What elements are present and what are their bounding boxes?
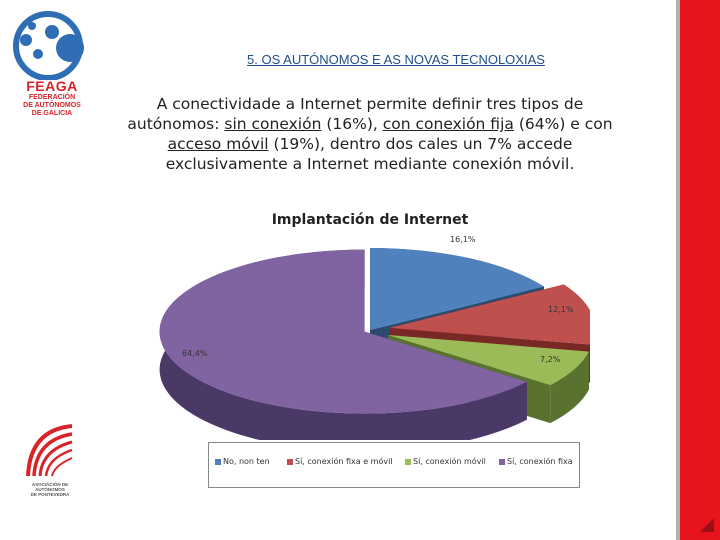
intro-paragraph: [120, 94, 620, 174]
red-side-bar: [680, 0, 720, 540]
data-label-1: 12,1%: [548, 305, 574, 314]
para-part-3: (64%) e con: [513, 115, 613, 133]
feaga-sub-3: DE GALICIA: [31, 110, 73, 117]
pontevedra-line-3: DE PONTEVEDRA: [30, 492, 70, 497]
corner-decoration: [700, 518, 714, 532]
feaga-sub-2: DE AUTÓNOMOS: [23, 102, 81, 109]
legend-label-0: No, non ten: [223, 457, 270, 466]
legend-label-3: Sí, conexión fixa: [507, 457, 573, 466]
pontevedra-logo-text: [20, 482, 80, 497]
data-label-0: 16,1%: [450, 235, 476, 244]
legend-swatch-2: [405, 459, 411, 465]
legend-label-2: Sí, conexión móvil: [413, 457, 486, 466]
pontevedra-line-2: AUTÓNOMOS: [35, 487, 65, 492]
para-part-2: (16%),: [321, 115, 383, 133]
data-label-3: 64,4%: [182, 349, 208, 358]
legend-swatch-0: [215, 459, 221, 465]
link-acceso-movil: acceso móvil: [167, 135, 269, 153]
para-part-1: A conectividade a Internet permite definir tres tipos de autónomos:: [127, 95, 584, 133]
feaga-name: FEAGA: [26, 78, 78, 94]
legend-item-1: [287, 457, 393, 466]
legend-item-2: [405, 457, 486, 466]
link-con-conexion-fija: con conexión fija: [382, 115, 514, 133]
pie-chart: [150, 230, 590, 440]
para-part-4: (19%), dentro dos cales un 7% accede exclusivamente a Internet mediante conexión móvil.: [165, 135, 575, 173]
pontevedra-line-1: ASOCIACIÓN DE: [31, 482, 69, 487]
legend-swatch-1: [287, 459, 293, 465]
legend-label-1: Sí, conexión fixa e móvil: [295, 457, 393, 466]
data-label-2: 7,2%: [540, 355, 561, 364]
feaga-sub-1: FEDERACIÓN: [28, 94, 76, 101]
legend-item-3: [499, 457, 573, 466]
legend-swatch-3: [499, 459, 505, 465]
legend-item-0: [215, 457, 270, 466]
link-sin-conexion: sin conexión: [224, 115, 322, 133]
feaga-logo-text: [14, 78, 90, 118]
chart-legend: [208, 442, 580, 488]
slide-heading: 5. OS AUTÓNOMOS E AS NOVAS TECNOLOXIAS: [247, 52, 545, 67]
chart-title: Implantación de Internet: [271, 212, 469, 228]
